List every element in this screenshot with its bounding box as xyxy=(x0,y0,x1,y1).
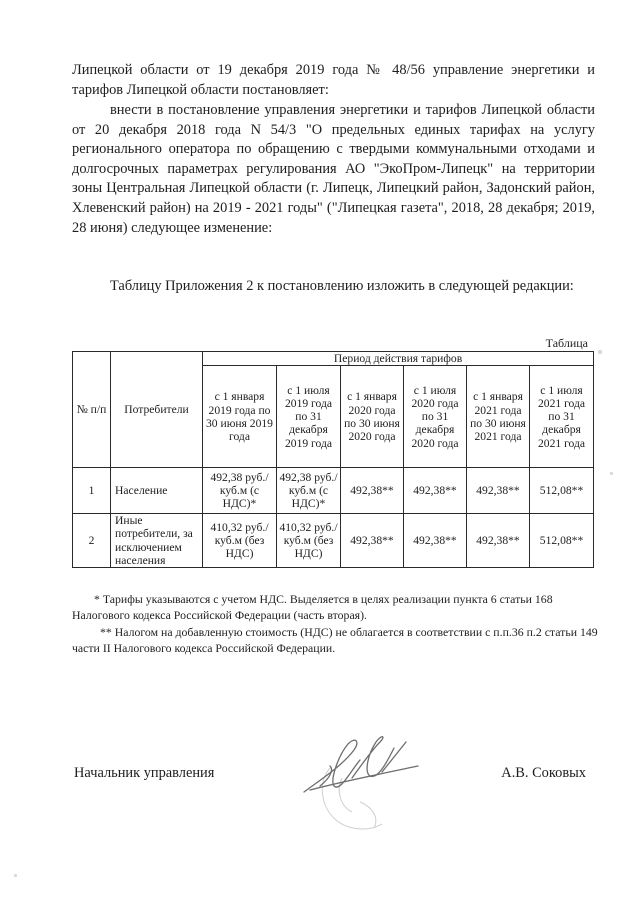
tariff-cell: 512,08** xyxy=(530,514,594,568)
period-header-cell: с 1 июля 2019 года по 31 декабря 2019 года xyxy=(277,366,341,468)
signature-strokes xyxy=(304,737,418,792)
period-header-cell: с 1 июля 2021 года по 31 декабря 2021 года xyxy=(530,366,594,468)
amendment-paragraph: внести в постановление управления энергетики и тарифов Липецкой области от 20 декабря 2018 года N 54/3 "О предельных единых тарифах на услугу регионального оператора по обращению с твердыми коммунальными отходами и долгосрочных параметрах регулирования АО "ЭкоПром-Липецк" на территории зоны Центральная Липецкой области (г. Липецк, Липецкий район, Задонский район, Хлевенский район) на 2019 - 2021 годы" ("Липецкая газета", 2018, 28 декабря; 2019, 28 июня) следующее изменение: xyxy=(72,102,595,236)
tariff-cell: 492,38** xyxy=(341,468,404,514)
consumer-cell: Иные потребители, за исключением населения xyxy=(111,514,203,568)
tariff-cell: 492,38 руб./куб.м (с НДС)* xyxy=(277,468,341,514)
handwritten-signature xyxy=(290,720,440,850)
scan-speck xyxy=(14,874,17,877)
signatory-position: Начальник управления xyxy=(74,765,215,781)
table-row xyxy=(73,468,594,514)
tariff-cell: 512,08** xyxy=(530,468,594,514)
period-header-cell: с 1 июля 2020 года по 31 декабря 2020 года xyxy=(404,366,467,468)
footnote-vat-included: * Тарифы указываются с учетом НДС. Выделяется в целях реализации пункта 6 статьи 168 Налогового кодекса Российской Федерации (часть вторая). xyxy=(72,592,553,622)
scan-speck xyxy=(610,472,613,475)
column-header-consumers: Потребители xyxy=(111,352,203,468)
tariff-cell: 492,38** xyxy=(467,468,530,514)
period-header-cell: с 1 января 2021 года по 30 июня 2021 года xyxy=(467,366,530,468)
period-header-cell: с 1 января 2019 года по 30 июня 2019 года xyxy=(203,366,277,468)
signatory-name: А.В. Соковых xyxy=(501,765,586,781)
tariff-cell: 410,32 руб./куб.м (без НДС) xyxy=(277,514,341,568)
footnote-vat-exempt: ** Налогом на добавленную стоимость (НДС) не облагается в соответствии с п.п.36 п.2 статьи 149 части II Налогового кодекса Российской Федерации. xyxy=(72,625,598,655)
column-header-number: № п/п xyxy=(73,352,111,468)
consumer-cell: Население xyxy=(111,468,203,514)
instruction-paragraph: Таблицу Приложения 2 к постановлению изложить в следующей редакции: xyxy=(110,278,574,294)
tariff-cell: 492,38** xyxy=(467,514,530,568)
tariff-cell: 410,32 руб./куб.м (без НДС) xyxy=(203,514,277,568)
period-header-cell: с 1 января 2020 года по 30 июня 2020 года xyxy=(341,366,404,468)
table-caption: Таблица xyxy=(545,336,588,350)
row-number: 1 xyxy=(73,468,111,514)
scan-speck xyxy=(598,350,602,354)
tariff-table xyxy=(72,351,594,568)
tariff-cell: 492,38** xyxy=(341,514,404,568)
tariff-cell: 492,38** xyxy=(404,468,467,514)
intro-paragraph: Липецкой области от 19 декабря 2019 года № 48/56 управление энергетики и тарифов Липецкой области постановляет: xyxy=(72,62,595,98)
table-row xyxy=(73,514,594,568)
period-header: Период действия тарифов xyxy=(203,352,594,366)
tariff-cell: 492,38** xyxy=(404,514,467,568)
row-number: 2 xyxy=(73,514,111,568)
tariff-cell: 492,38 руб./куб.м (с НДС)* xyxy=(203,468,277,514)
